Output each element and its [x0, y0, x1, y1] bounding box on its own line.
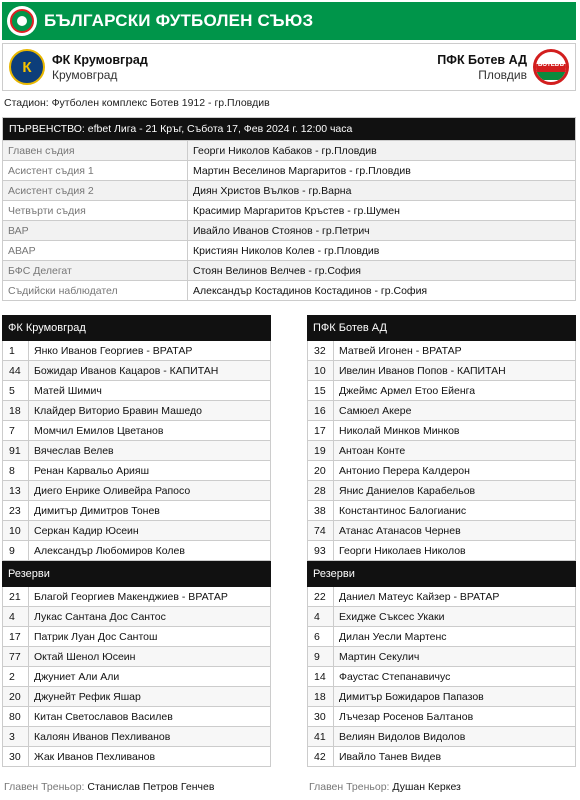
player-number: 42 [308, 747, 334, 766]
player-row [2, 687, 271, 707]
official-row [3, 260, 575, 280]
header-bar [2, 2, 576, 40]
player-number: 22 [308, 587, 334, 606]
player-number: 20 [3, 687, 29, 706]
player-number: 91 [3, 441, 29, 460]
official-person: Красимир Маргаритов Кръстев - гр.Шумен [193, 205, 400, 217]
player-number: 10 [308, 361, 334, 380]
player-name: Антоан Конте [339, 445, 406, 457]
player-number: 7 [3, 421, 29, 440]
page-title: БЪЛГАРСКИ ФУТБОЛЕН СЪЮЗ [44, 11, 314, 30]
player-number: 18 [3, 401, 29, 420]
home-crest-icon: К [9, 49, 45, 85]
bfu-logo-icon [7, 6, 37, 36]
player-number: 16 [308, 401, 334, 420]
player-name: Димитър Димитров Тонев [34, 505, 160, 517]
home-lineup [2, 315, 271, 767]
player-row [2, 647, 271, 667]
player-number: 80 [3, 707, 29, 726]
player-row [2, 521, 271, 541]
official-role: Асистент съдия 2 [3, 181, 188, 200]
player-name: Серкан Кадир Юсеин [34, 525, 139, 537]
player-name: Даниел Матеус Кайзер - ВРАТАР [339, 591, 500, 603]
away-lineup-title: ПФК Ботев АД [307, 315, 576, 341]
official-person: Мартин Веселинов Маргаритов - гр.Пловдив [193, 165, 411, 177]
player-row [307, 747, 576, 767]
player-name: Самюел Акере [339, 405, 412, 417]
player-name: Ивелин Иванов Попов - КАПИТАН [339, 365, 506, 377]
officials-table [2, 117, 576, 301]
match-teams [2, 43, 576, 91]
official-role: ВАР [3, 221, 188, 240]
official-row [3, 180, 575, 200]
competition-heading: ПЪРВЕНСТВО: efbet Лига - 21 Кръг, Събота 17, Фев 2024 г. 12:00 часа [3, 118, 575, 140]
player-name: Клайдер Виторио Бравин Машедо [34, 405, 202, 417]
player-number: 23 [3, 501, 29, 520]
player-row [2, 481, 271, 501]
player-name: Мартин Секулич [339, 651, 420, 663]
player-row [307, 727, 576, 747]
player-number: 77 [3, 647, 29, 666]
player-row [307, 401, 576, 421]
player-row [307, 607, 576, 627]
player-name: Патрик Луан Дос Сантош [34, 631, 158, 643]
player-name: Дилан Уесли Мартенс [339, 631, 447, 643]
official-role: АВАР [3, 241, 188, 260]
player-name: Калоян Иванов Пехливанов [34, 731, 171, 743]
player-row [2, 381, 271, 401]
player-number: 13 [3, 481, 29, 500]
official-role: Съдийски наблюдател [3, 281, 188, 300]
player-row [2, 707, 271, 727]
player-row [2, 587, 271, 607]
player-number: 10 [3, 521, 29, 540]
player-number: 15 [308, 381, 334, 400]
player-number: 1 [3, 341, 29, 360]
player-name: Диего Енрике Оливейра Рапосо [34, 485, 191, 497]
official-person: Диян Христов Вълков - гр.Варна [193, 185, 352, 197]
player-row [2, 747, 271, 767]
player-row [2, 667, 271, 687]
player-row [307, 341, 576, 361]
player-name: Лъчезар Росенов Балтанов [339, 711, 474, 723]
official-row [3, 160, 575, 180]
player-row [307, 521, 576, 541]
player-number: 19 [308, 441, 334, 460]
official-row [3, 200, 575, 220]
player-row [307, 481, 576, 501]
player-name: Ренан Карвальо Арияш [34, 465, 150, 477]
player-row [2, 341, 271, 361]
away-crest-icon: БОТЕВЪ [533, 49, 569, 85]
player-row [307, 461, 576, 481]
player-number: 5 [3, 381, 29, 400]
player-row [2, 501, 271, 521]
away-lineup [307, 315, 576, 767]
player-name: Велиян Видолов Видолов [339, 731, 466, 743]
player-number: 3 [3, 727, 29, 746]
player-row [2, 441, 271, 461]
player-row [307, 421, 576, 441]
player-number: 20 [308, 461, 334, 480]
home-team [3, 49, 148, 85]
player-name: Фаустас Степанавичус [339, 671, 451, 683]
player-number: 14 [308, 667, 334, 686]
player-number: 21 [3, 587, 29, 606]
player-row [2, 461, 271, 481]
player-number: 38 [308, 501, 334, 520]
player-name: Матей Шимич [34, 385, 102, 397]
away-team-name: ПФК Ботев АД [437, 52, 527, 67]
player-row [2, 727, 271, 747]
player-name: Жак Иванов Пехливанов [34, 751, 156, 763]
away-team [437, 49, 575, 85]
player-row [307, 501, 576, 521]
player-number: 4 [3, 607, 29, 626]
player-number: 2 [3, 667, 29, 686]
player-name: Атанас Атанасов Чернев [339, 525, 461, 537]
player-number: 9 [3, 541, 29, 560]
official-role: Асистент съдия 1 [3, 161, 188, 180]
player-name: Вячеслав Велев [34, 445, 114, 457]
official-role: БФС Делегат [3, 261, 188, 280]
player-name: Джеймс Армел Етоо Ейенга [339, 385, 476, 397]
player-number: 4 [308, 607, 334, 626]
player-number: 30 [308, 707, 334, 726]
player-name: Димитър Божидаров Папазов [339, 691, 484, 703]
player-number: 28 [308, 481, 334, 500]
player-row [2, 421, 271, 441]
home-team-name: ФК Крумовград [52, 52, 148, 67]
player-number: 41 [308, 727, 334, 746]
away-coach: Главен Треньор: Душан Керкез [309, 781, 461, 793]
player-name: Ехидже Съксес Укаки [339, 611, 445, 623]
home-lineup-title: ФК Крумовград [2, 315, 271, 341]
home-team-city: Крумовград [52, 67, 118, 82]
player-row [307, 647, 576, 667]
player-name: Момчил Емилов Цветанов [34, 425, 164, 437]
player-row [307, 441, 576, 461]
player-name: Георги Николаев Николов [339, 545, 466, 557]
player-name: Ивайло Танев Видев [339, 751, 442, 763]
player-name: Николай Минков Минков [339, 425, 460, 437]
player-row [2, 607, 271, 627]
player-number: 30 [3, 747, 29, 766]
official-person: Стоян Велинов Велчев - гр.София [193, 265, 361, 277]
player-number: 17 [3, 627, 29, 646]
player-name: Китан Светославов Василев [34, 711, 173, 723]
player-name: Благой Георгиев Макенджиев - ВРАТАР [34, 591, 228, 603]
player-row [307, 541, 576, 561]
player-name: Янис Даниелов Карабельов [339, 485, 476, 497]
home-coach: Главен Треньор: Станислав Петров Генчев [4, 781, 215, 793]
official-row [3, 240, 575, 260]
player-name: Джунейт Рефик Яшар [34, 691, 141, 703]
player-name: Божидар Иванов Кацаров - КАПИТАН [34, 365, 219, 377]
player-number: 17 [308, 421, 334, 440]
player-name: Матвей Игонен - ВРАТАР [339, 345, 462, 357]
official-role: Главен съдия [3, 141, 188, 160]
player-name: Октай Шенол Юсеин [34, 651, 136, 663]
player-row [2, 541, 271, 561]
official-row [3, 220, 575, 240]
player-row [307, 687, 576, 707]
player-name: Александър Любомиров Колев [34, 545, 185, 557]
official-role: Четвърти съдия [3, 201, 188, 220]
player-row [307, 361, 576, 381]
player-row [307, 667, 576, 687]
player-number: 6 [308, 627, 334, 646]
official-person: Ивайло Иванов Стоянов - гр.Петрич [193, 225, 370, 237]
player-row [307, 707, 576, 727]
player-name: Джуниет Али Али [34, 671, 120, 683]
official-person: Александър Костадинов Костадинов - гр.София [193, 285, 428, 297]
player-number: 8 [3, 461, 29, 480]
player-number: 44 [3, 361, 29, 380]
home-subs-title: Резерви [2, 561, 271, 587]
player-number: 32 [308, 341, 334, 360]
player-name: Антонио Перера Калдерон [339, 465, 470, 477]
player-number: 18 [308, 687, 334, 706]
stadium-info: Стадион: Футболен комплекс Ботев 1912 - гр.Пловдив [4, 97, 270, 109]
player-row [2, 361, 271, 381]
player-number: 9 [308, 647, 334, 666]
player-row [307, 587, 576, 607]
official-person: Кристиян Николов Колев - гр.Пловдив [193, 245, 380, 257]
player-name: Лукас Сантана Дос Сантос [34, 611, 166, 623]
player-number: 74 [308, 521, 334, 540]
player-number: 93 [308, 541, 334, 560]
official-person: Георги Николов Кабаков - гр.Пловдив [193, 145, 377, 157]
away-team-city: Пловдив [478, 67, 527, 82]
official-row [3, 280, 575, 300]
player-row [307, 381, 576, 401]
official-row [3, 140, 575, 160]
away-subs-title: Резерви [307, 561, 576, 587]
player-name: Янко Иванов Георгиев - ВРАТАР [34, 345, 193, 357]
player-row [307, 627, 576, 647]
player-row [2, 401, 271, 421]
player-row [2, 627, 271, 647]
player-name: Константинос Балогианис [339, 505, 467, 517]
